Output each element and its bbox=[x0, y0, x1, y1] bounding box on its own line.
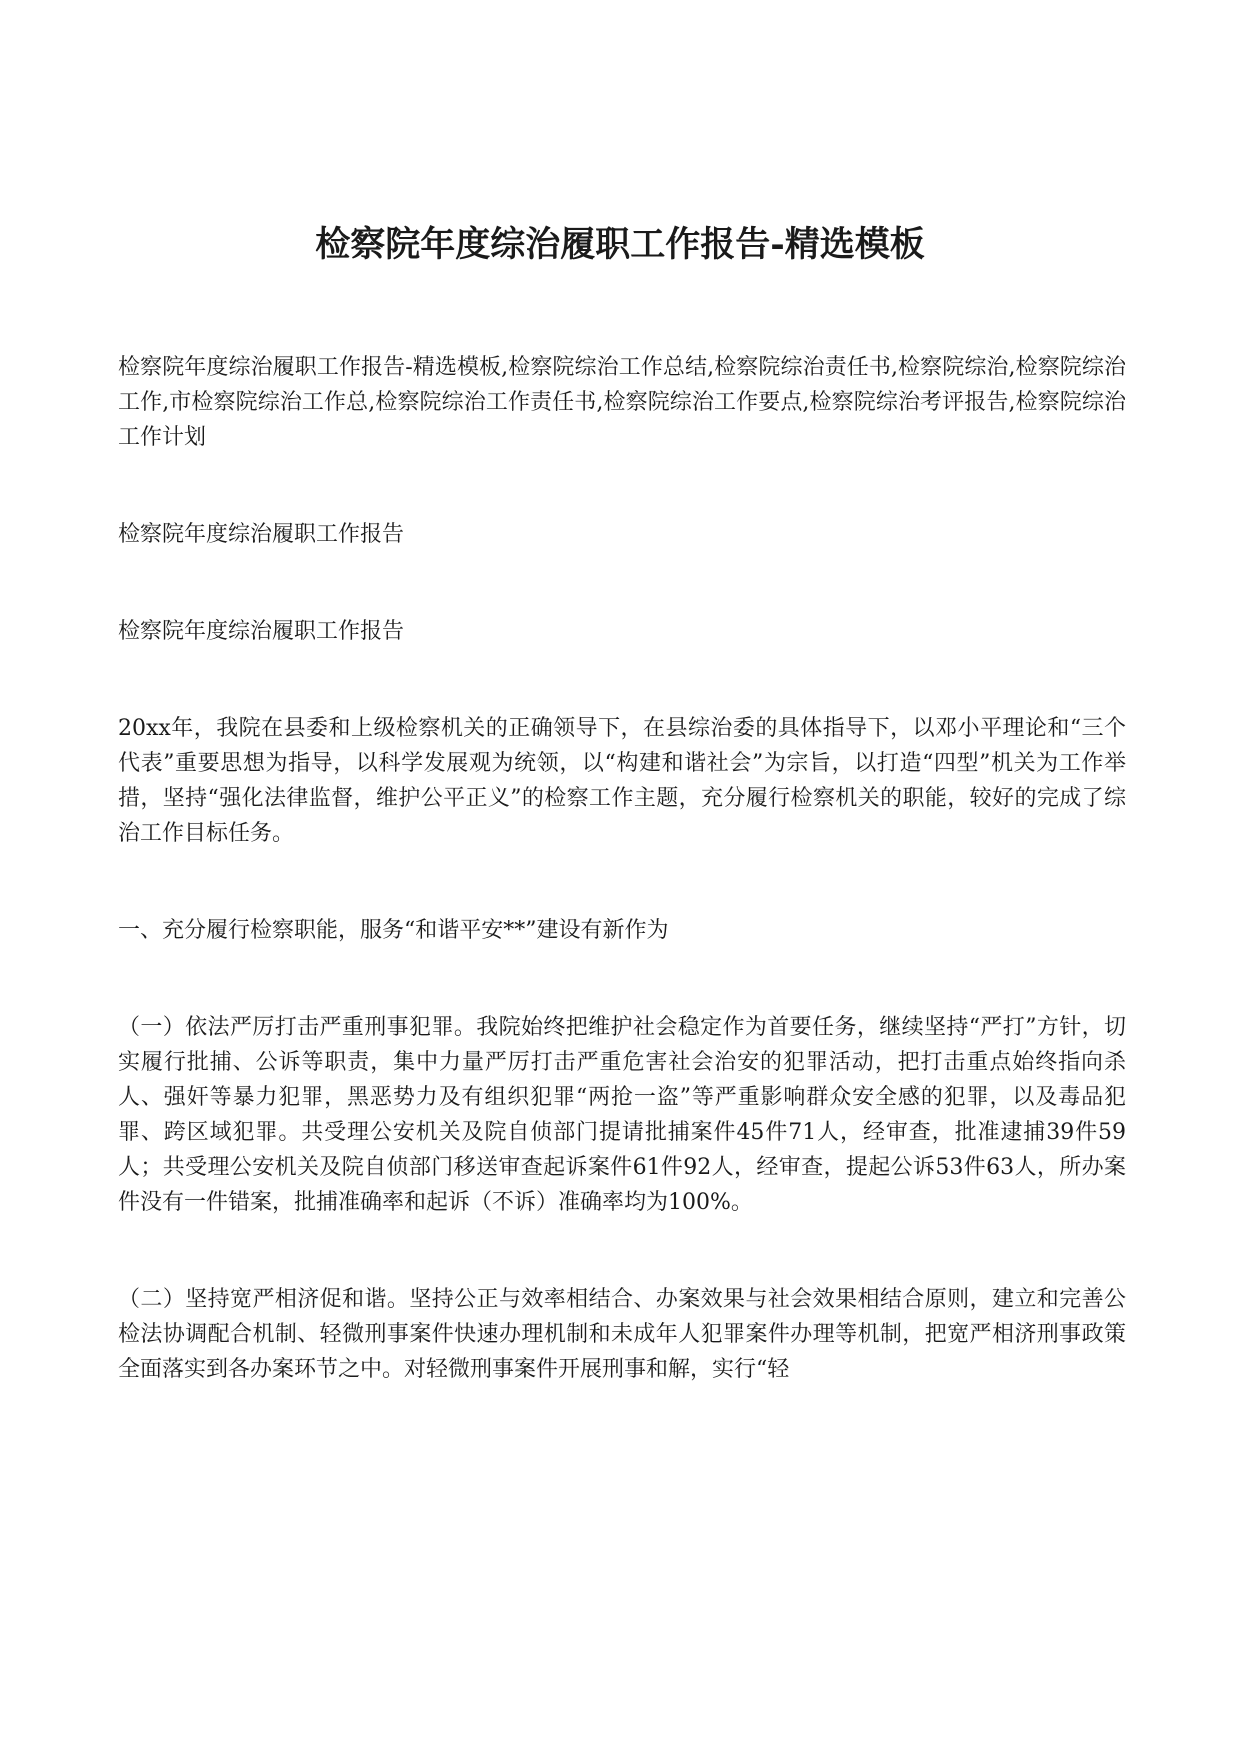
subsection-paragraph-1: （一）依法严厉打击严重刑事犯罪。我院始终把维护社会稳定作为首要任务，继续坚持“严打”方针，切实履行批捕、公诉等职责，集中力量严厉打击严重危害社会治安的犯罪活动，把打击重点始终指向杀人、强奸等暴力犯罪，黑恶势力及有组织犯罪“两抢一盗”等严重影响群众安全感的犯罪，以及毒品犯罪、跨区域犯罪。共受理公安机关及院自侦部门提请批捕案件45件71人，经审查，批准逮捕39件59人；共受理公安机关及院自侦部门移送审查起诉案件61件92人，经审查，提起公诉53件63人，所办案件没有一件错案，批捕准确率和起诉（不诉）准确率均为100%。 bbox=[118, 1015, 1126, 1215]
keywords-paragraph: 检察院年度综治履职工作报告-精选模板,检察院综治工作总结,检察院综治责任书,检察院综治,检察院综治工作,市检察院综治工作总,检察院综治工作责任书,检察院综治工作要点,检察院综治考评报告,检察院综治工作计划 bbox=[118, 355, 1126, 450]
subtitle-paragraph-repeat: 检察院年度综治履职工作报告 bbox=[118, 619, 405, 644]
document-body bbox=[118, 350, 1126, 1387]
document-title: 检察院年度综治履职工作报告-精选模板 bbox=[315, 224, 925, 265]
section-heading-1: 一、充分履行检察职能，服务“和谐平安**”建设有新作为 bbox=[118, 918, 669, 943]
subsection-paragraph-2: （二）坚持宽严相济促和谐。坚持公正与效率相结合、办案效果与社会效果相结合原则，建立和完善公检法协调配合机制、轻微刑事案件快速办理机制和未成年人犯罪案件办理等机制，把宽严相济刑事政策全面落实到各办案环节之中。对轻微刑事案件开展刑事和解，实行“轻 bbox=[118, 1287, 1126, 1382]
subtitle-paragraph: 检察院年度综治履职工作报告 bbox=[118, 522, 405, 547]
intro-paragraph: 20xx年，我院在县委和上级检察机关的正确领导下，在县综治委的具体指导下，以邓小平理论和“三个代表”重要思想为指导，以科学发展观为统领，以“构建和谐社会”为宗旨，以打造“四型”机关为工作举措，坚持“强化法律监督，维护公平正义”的检察工作主题，充分履行检察机关的职能，较好的完成了综治工作目标任务。 bbox=[118, 716, 1126, 846]
